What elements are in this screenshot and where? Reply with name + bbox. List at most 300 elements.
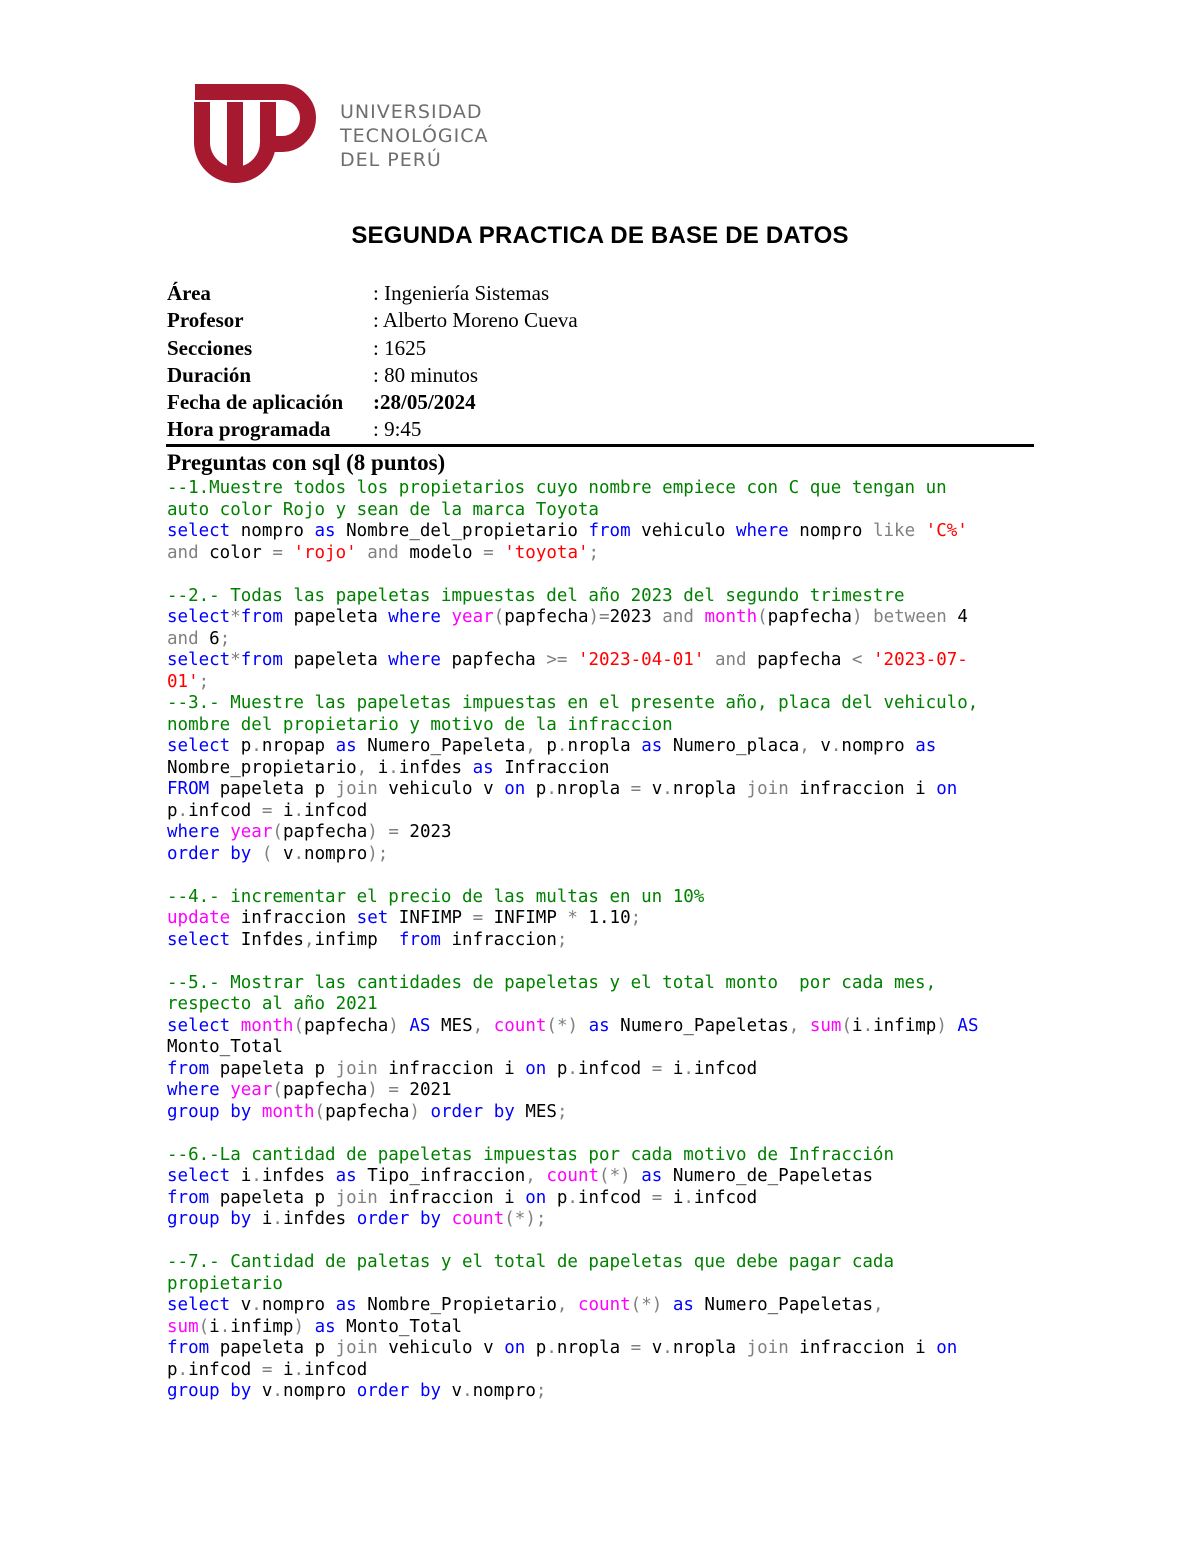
code-token: infcod <box>693 1058 758 1079</box>
code-token: . <box>219 1316 231 1337</box>
code-token: . <box>556 736 568 756</box>
code-token: by <box>230 1101 252 1122</box>
code-token: nompro <box>788 521 873 541</box>
code-token <box>220 1209 231 1229</box>
code-token: infraccion i <box>788 1338 937 1358</box>
code-token: Numero_Papeletas <box>609 1015 789 1036</box>
code-line <box>167 521 1047 543</box>
code-token: infcod <box>577 1187 652 1208</box>
code-token: ( <box>272 822 283 842</box>
code-token: Monto_Total <box>335 1316 463 1337</box>
code-line <box>167 1360 1047 1382</box>
code-token: nropap <box>261 736 336 756</box>
code-token: papeleta p <box>209 779 336 799</box>
code-token: ) <box>367 1080 378 1100</box>
logo-line-2: TECNOLÓGICA <box>340 125 489 147</box>
code-token: v <box>641 1338 663 1358</box>
code-token: as <box>335 736 357 756</box>
code-line <box>167 629 1047 651</box>
code-token: 'rojo' <box>293 542 357 563</box>
code-token: , <box>873 1295 884 1315</box>
code-token: vehiculo <box>630 521 736 541</box>
code-token <box>631 1166 642 1186</box>
code-token: i <box>272 800 294 821</box>
code-token <box>483 1016 494 1036</box>
code-token: FROM <box>167 779 210 799</box>
code-line <box>167 1274 1047 1296</box>
code-token: MES <box>514 1101 557 1122</box>
code-token: --7.- Cantidad de paletas y el total de papeletas que debe pagar cada <box>167 1252 894 1272</box>
code-token: and <box>167 542 199 563</box>
code-token: v <box>441 1381 463 1401</box>
code-token: , <box>472 1015 484 1036</box>
code-token: ( <box>841 1015 853 1036</box>
code-token: )= <box>588 607 610 627</box>
code-token: select <box>167 1166 231 1186</box>
duracion-value: : 80 minutos <box>373 362 479 387</box>
code-line <box>167 1145 1047 1167</box>
code-token <box>378 1080 389 1100</box>
code-line <box>167 1123 1047 1145</box>
code-token: p <box>525 1338 547 1358</box>
code-token: by <box>419 1381 442 1401</box>
code-token <box>220 1102 231 1122</box>
code-token: Numero_Papeletas <box>693 1295 874 1315</box>
code-line <box>167 543 1047 565</box>
code-token: join <box>746 779 789 799</box>
info-row-profesor <box>167 307 578 334</box>
code-line <box>167 1295 1047 1317</box>
info-row-hora <box>167 416 578 443</box>
code-token: infcod <box>188 800 262 821</box>
code-token: (*) <box>546 1015 579 1036</box>
code-token: on <box>504 1338 526 1358</box>
code-token: by <box>419 1209 442 1229</box>
code-token: where <box>167 1080 220 1100</box>
code-token: = <box>261 800 273 821</box>
info-row-secciones <box>167 335 578 362</box>
code-token: join <box>335 1338 378 1358</box>
code-line <box>167 1252 1047 1274</box>
code-token: ; <box>556 1101 568 1122</box>
code-line <box>167 973 1047 995</box>
code-token: v <box>641 779 663 799</box>
code-token: p <box>230 736 252 756</box>
code-token: ( <box>293 1015 304 1036</box>
info-row-area <box>167 280 578 307</box>
code-token: papeleta <box>282 607 389 627</box>
code-token: from <box>167 1187 210 1208</box>
code-token: p <box>525 779 547 799</box>
code-token: Numero_de_Papeletas <box>662 1166 873 1186</box>
code-token: . <box>293 843 305 864</box>
code-line <box>167 844 1047 866</box>
code-token: Monto_Total <box>167 1037 283 1057</box>
code-line <box>167 1188 1047 1210</box>
code-token: infraccion i <box>377 1058 526 1079</box>
code-token: . <box>683 1058 694 1079</box>
code-line <box>167 908 1047 930</box>
code-line <box>167 1209 1047 1231</box>
code-token: , <box>556 1295 568 1315</box>
code-token: from <box>167 1338 210 1358</box>
code-token: p <box>167 1359 178 1380</box>
code-token: infraccion <box>440 929 557 950</box>
code-token <box>251 844 262 864</box>
code-token: Infraccion <box>493 757 610 778</box>
code-line <box>167 1231 1047 1253</box>
code-token: = <box>261 1359 273 1380</box>
code-token: infimp <box>873 1015 937 1036</box>
code-token: ( <box>198 1316 210 1337</box>
code-token: where <box>735 521 789 541</box>
code-token: from <box>167 1058 210 1079</box>
code-token: , <box>525 736 536 756</box>
code-token: sum <box>167 1316 199 1337</box>
code-token: infdes <box>282 1209 357 1229</box>
duracion-label: Duración <box>167 362 251 387</box>
code-token: join <box>335 779 378 799</box>
section-heading: Preguntas con sql (8 puntos) <box>167 450 446 475</box>
code-token: 4 <box>946 607 968 627</box>
code-token: Numero_Papeleta <box>356 736 526 756</box>
code-line <box>167 865 1047 887</box>
code-token: = <box>388 1080 399 1100</box>
code-token: count <box>493 1015 547 1036</box>
code-token: from <box>398 929 441 950</box>
code-line <box>167 607 1047 629</box>
code-token: year <box>230 1080 273 1100</box>
code-token: papfecha <box>440 650 547 670</box>
code-line <box>167 1037 1047 1059</box>
code-token: = <box>651 1187 663 1208</box>
code-token: papeleta p <box>209 1338 336 1358</box>
code-token: respecto al año 2021 <box>167 994 378 1014</box>
code-token: v <box>272 843 294 864</box>
code-token: Numero_placa <box>662 736 800 756</box>
code-token: ; <box>219 628 231 649</box>
area-label: Área <box>167 281 211 305</box>
code-token <box>567 650 578 670</box>
code-token <box>567 1295 578 1315</box>
code-token: papfecha <box>504 607 589 627</box>
code-token: p <box>535 736 557 756</box>
code-token: = <box>483 542 494 563</box>
code-token: 2021 <box>398 1080 452 1100</box>
code-token: papeleta <box>282 650 389 670</box>
code-token: ) <box>851 607 863 627</box>
code-token: ; <box>535 1381 547 1401</box>
info-row-fecha <box>167 389 578 416</box>
code-token: infimp <box>314 929 399 950</box>
code-token: from <box>240 650 283 670</box>
code-token: ) <box>293 1316 305 1337</box>
code-token <box>230 1016 241 1036</box>
secciones-label: Secciones <box>167 335 253 360</box>
code-token: i <box>367 757 389 778</box>
code-line <box>167 1317 1047 1339</box>
code-token: propietario <box>167 1273 283 1294</box>
code-token: from <box>588 521 631 541</box>
code-line <box>167 586 1047 608</box>
code-token <box>799 1016 810 1036</box>
code-token: ); <box>367 843 389 864</box>
code-token: Infdes <box>230 929 304 950</box>
code-token: ) <box>388 1015 399 1036</box>
code-token <box>304 1317 315 1337</box>
code-token: infraccion <box>230 908 357 928</box>
code-token: nompro <box>261 1295 336 1315</box>
code-line <box>167 500 1047 522</box>
code-token: , <box>303 929 315 950</box>
code-token: select <box>167 736 231 756</box>
exam-info <box>167 280 578 444</box>
code-token: update <box>167 908 231 928</box>
code-line <box>167 1166 1047 1188</box>
code-token: infcod <box>304 800 368 821</box>
code-token: (*) <box>630 1295 663 1315</box>
code-token: as <box>335 1295 357 1315</box>
code-token: 2023 <box>609 607 663 627</box>
code-token: '2023-04-01' <box>577 650 705 670</box>
code-line <box>167 650 1047 672</box>
code-token: i <box>230 1166 252 1186</box>
code-line <box>167 887 1047 909</box>
code-token: INFIMP <box>483 908 568 928</box>
code-token: Nombre_propietario <box>167 757 357 778</box>
utp-logo-mark-icon <box>190 80 330 190</box>
code-token: ( <box>272 1080 283 1100</box>
code-token: select <box>167 650 231 670</box>
code-line <box>167 822 1047 844</box>
code-token: by <box>230 1381 252 1401</box>
code-token: modelo <box>398 542 484 563</box>
code-token: as <box>641 736 663 756</box>
code-token: select <box>167 521 231 541</box>
code-token: = <box>272 542 283 563</box>
code-token <box>399 1016 410 1036</box>
hora-value: : 9:45 <box>373 417 422 442</box>
code-token: . <box>862 1015 874 1036</box>
code-token: on <box>525 1187 547 1208</box>
code-token: . <box>546 1338 557 1358</box>
code-token <box>441 607 452 627</box>
code-token: as <box>641 1166 663 1186</box>
code-token: infcod <box>693 1187 758 1208</box>
code-token: vehiculo v <box>377 1338 505 1358</box>
code-line <box>167 758 1047 780</box>
code-token: ) <box>367 822 378 842</box>
code-token: infdes <box>398 757 473 778</box>
code-token: ; <box>198 671 210 692</box>
code-token: select <box>167 929 231 950</box>
code-token: . <box>251 1166 262 1186</box>
code-token: i <box>852 1015 863 1036</box>
code-token: i <box>251 1209 273 1229</box>
code-token <box>862 650 873 670</box>
code-token: from <box>240 607 283 627</box>
code-token: . <box>293 800 305 821</box>
profesor-value: : Alberto Moreno Cueva <box>373 308 578 333</box>
code-token: vehiculo v <box>377 779 505 799</box>
code-token: select <box>167 1015 231 1036</box>
code-token: join <box>746 1338 789 1358</box>
code-token: i <box>662 1187 684 1208</box>
code-token: . <box>830 736 842 756</box>
code-token: join <box>335 1058 378 1079</box>
code-token: . <box>662 1338 673 1358</box>
code-token: 2023 <box>398 822 452 842</box>
code-token: < <box>851 650 863 670</box>
code-token: * <box>567 908 578 928</box>
code-token: count <box>451 1209 505 1229</box>
code-token: = <box>388 822 399 842</box>
code-token <box>536 1166 547 1186</box>
code-token: where <box>388 607 441 627</box>
code-token: (*); <box>504 1209 547 1229</box>
code-token: year <box>230 822 273 842</box>
code-token: AS <box>409 1015 431 1036</box>
code-token: * <box>230 607 241 627</box>
code-token: and <box>714 650 747 670</box>
code-token: . <box>546 779 557 799</box>
code-token: infcod <box>304 1359 368 1380</box>
logo-wordmark <box>340 100 489 172</box>
code-token: order <box>430 1101 484 1122</box>
code-line <box>167 1381 1047 1403</box>
code-token: ) <box>936 1015 947 1036</box>
code-token: = <box>472 908 484 928</box>
code-token: . <box>567 1058 578 1079</box>
code-line <box>167 564 1047 586</box>
code-token: on <box>504 779 526 799</box>
code-token: by <box>230 1209 252 1229</box>
code-token: AS <box>957 1015 979 1036</box>
code-token: between <box>873 607 947 627</box>
code-token: as <box>915 736 937 756</box>
code-line <box>167 478 1047 500</box>
code-token: = <box>630 779 642 799</box>
code-token <box>483 1102 494 1122</box>
code-token: on <box>936 1338 958 1358</box>
code-token: , <box>356 757 368 778</box>
fecha-label: Fecha de aplicación <box>167 390 344 415</box>
code-token: set <box>356 908 389 928</box>
code-token: . <box>388 757 399 778</box>
code-token: nropla <box>556 779 631 799</box>
code-token <box>378 822 389 842</box>
code-token: infcod <box>188 1359 262 1380</box>
code-token: = <box>651 1058 663 1079</box>
code-token: year <box>451 607 494 627</box>
code-token: --3.- Muestre las papeletas impuestas en el presente año, placa del vehiculo, <box>167 693 979 713</box>
code-token <box>409 1381 420 1401</box>
code-token: ; <box>588 542 600 563</box>
code-token: sum <box>809 1015 842 1036</box>
code-token: papfecha <box>282 822 368 842</box>
secciones-value: : 1625 <box>373 335 427 360</box>
code-token: i <box>662 1058 684 1079</box>
code-token <box>704 650 715 670</box>
profesor-label: Profesor <box>167 308 244 333</box>
code-token: nropla <box>672 779 747 799</box>
code-line <box>167 672 1047 694</box>
code-token: . <box>662 779 673 799</box>
code-token: month <box>704 607 758 627</box>
code-token: . <box>272 1381 283 1401</box>
code-token: 01' <box>167 671 199 692</box>
code-token: on <box>525 1058 547 1079</box>
code-line <box>167 736 1047 758</box>
code-token <box>409 1209 420 1229</box>
code-token: . <box>462 1381 473 1401</box>
code-token <box>357 543 368 563</box>
code-line <box>167 1102 1047 1124</box>
divider-line <box>166 444 1034 447</box>
logo-line-3: DEL PERÚ <box>340 149 442 171</box>
code-token: , <box>788 1015 800 1036</box>
code-token: and <box>367 542 399 563</box>
code-token: . <box>272 1209 283 1229</box>
code-token: nompro <box>282 1381 357 1401</box>
code-token: papfecha <box>746 650 852 670</box>
code-token: nompro <box>841 736 916 756</box>
code-token: group <box>167 1209 220 1229</box>
code-token: by <box>493 1101 515 1122</box>
utp-logo <box>190 80 510 190</box>
code-token: as <box>314 521 336 541</box>
code-line <box>167 1059 1047 1081</box>
code-token: ( <box>261 843 273 864</box>
code-token: Nombre_del_propietario <box>335 521 589 541</box>
code-token: . <box>251 1295 262 1315</box>
code-line <box>167 1016 1047 1038</box>
code-token <box>283 543 294 563</box>
code-token: . <box>293 1359 305 1380</box>
code-token: as <box>672 1295 694 1315</box>
sql-code-block <box>167 478 1047 1403</box>
code-token: . <box>567 1187 578 1208</box>
code-token: 'toyota' <box>504 542 589 563</box>
code-token: select <box>167 607 231 627</box>
code-token <box>915 521 926 541</box>
area-value: : Ingeniería Sistemas <box>373 281 550 305</box>
code-token: where <box>388 650 441 670</box>
code-token: as <box>588 1015 610 1036</box>
code-token: ; <box>556 929 568 950</box>
code-token: select <box>167 1295 231 1315</box>
code-token: 6 <box>198 628 220 649</box>
code-token: as <box>335 1166 357 1186</box>
code-token: where <box>167 822 220 842</box>
code-token: papfecha <box>282 1080 368 1100</box>
code-token: 1.10 <box>577 908 631 928</box>
code-token: infcod <box>577 1058 652 1079</box>
code-line <box>167 1080 1047 1102</box>
code-line <box>167 994 1047 1016</box>
code-token: month <box>261 1101 315 1122</box>
code-token: and <box>167 628 199 649</box>
code-token: MES <box>430 1015 473 1036</box>
code-token: --6.-La cantidad de papeletas impuestas por cada motivo de Infracción <box>167 1144 894 1165</box>
code-token: p <box>546 1058 568 1079</box>
code-token: v <box>251 1381 273 1401</box>
code-token: infdes <box>261 1166 336 1186</box>
code-token: nompro <box>230 521 315 541</box>
code-token: order <box>356 1209 410 1229</box>
code-token: color <box>198 542 273 563</box>
code-token: INFIMP <box>388 908 473 928</box>
